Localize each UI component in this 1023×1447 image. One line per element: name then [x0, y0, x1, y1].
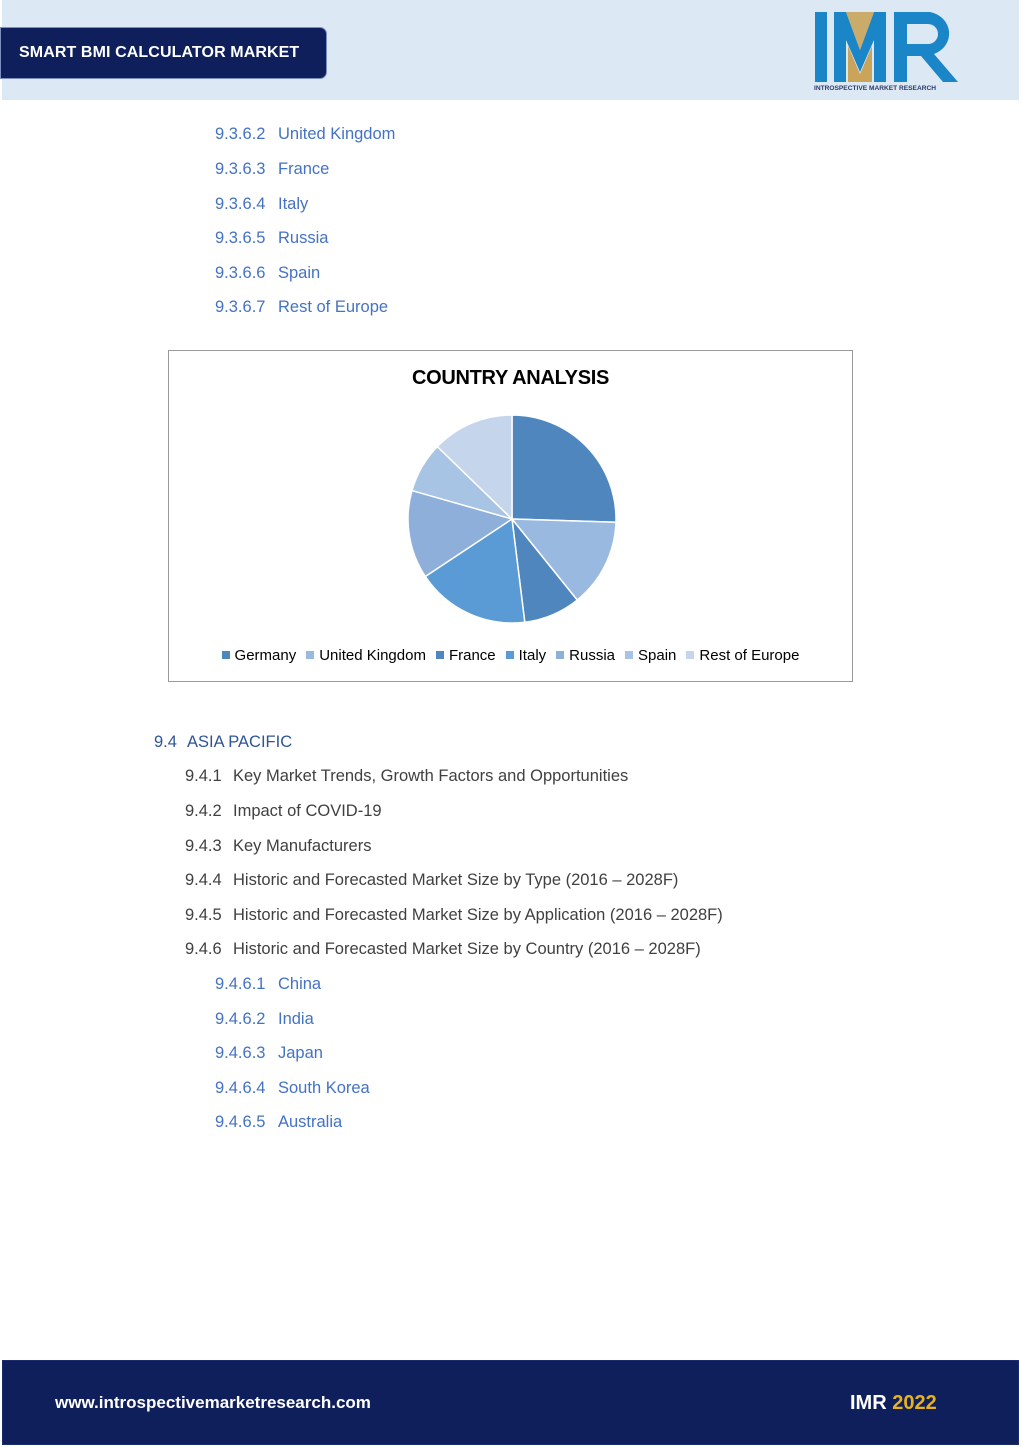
toc-number: 9.4.6: [185, 940, 222, 958]
toc-label: Historic and Forecasted Market Size by Application (2016 – 2028F): [233, 906, 723, 924]
imr-logo-mark: [812, 10, 962, 85]
toc-item[interactable]: [215, 229, 328, 248]
section-heading[interactable]: [154, 733, 292, 752]
toc-item[interactable]: [185, 802, 382, 821]
legend-label: Spain: [638, 647, 677, 664]
legend-label: Germany: [234, 647, 297, 664]
country-analysis-chart: [168, 350, 853, 682]
toc-number: 9.4.6.2: [215, 1010, 266, 1028]
toc-number: 9.4.1: [185, 767, 222, 785]
toc-item[interactable]: [185, 767, 628, 786]
toc-number: 9.4.3: [185, 837, 222, 855]
legend-swatch: [436, 651, 444, 659]
legend-label: France: [448, 647, 496, 664]
section-label: ASIA PACIFIC: [187, 733, 293, 751]
chart-legend: [169, 647, 852, 664]
footer-brand-name: IMR: [850, 1392, 887, 1414]
footer-year: 2022: [892, 1392, 937, 1414]
legend-item: [625, 647, 676, 664]
toc-item[interactable]: [215, 160, 329, 179]
toc-label: Spain: [278, 264, 321, 282]
toc-label: Russia: [278, 229, 329, 247]
toc-item[interactable]: [185, 837, 371, 856]
legend-label: Italy: [518, 647, 547, 664]
toc-item[interactable]: [185, 940, 701, 959]
pie-slice-germany: [512, 415, 616, 522]
toc-label: France: [278, 160, 330, 178]
toc-label: Historic and Forecasted Market Size by Country (2016 – 2028F): [233, 940, 701, 958]
toc-label: Italy: [278, 195, 309, 213]
toc-number: 9.4.2: [185, 802, 222, 820]
toc-item[interactable]: [215, 1010, 314, 1029]
report-title: SMART BMI CALCULATOR MARKET: [0, 27, 327, 79]
legend-swatch: [506, 651, 514, 659]
footer-website-link[interactable]: www.introspectivemarketresearch.com: [55, 1393, 371, 1412]
legend-item: [556, 647, 615, 664]
legend-label: United Kingdom: [319, 647, 426, 664]
toc-item[interactable]: [215, 264, 320, 283]
toc-label: Japan: [278, 1044, 323, 1062]
toc-item[interactable]: [215, 298, 388, 317]
toc-number: 9.4.6.5: [215, 1113, 266, 1131]
section-number: 9.4: [154, 733, 177, 751]
toc-item[interactable]: [215, 125, 395, 144]
toc-label: South Korea: [278, 1079, 370, 1097]
toc-item[interactable]: [185, 871, 678, 890]
toc-label: Rest of Europe: [278, 298, 389, 316]
legend-item: [506, 647, 547, 664]
legend-swatch: [306, 651, 314, 659]
toc-item[interactable]: [215, 1113, 342, 1132]
toc-number: 9.3.6.3: [215, 160, 266, 178]
legend-item: [686, 647, 799, 664]
toc-number: 9.3.6.6: [215, 264, 266, 282]
legend-label: Rest of Europe: [699, 647, 800, 664]
toc-number: 9.4.6.3: [215, 1044, 266, 1062]
toc-label: India: [278, 1010, 314, 1028]
toc-label: Impact of COVID-19: [233, 802, 382, 820]
toc-number: 9.4.4: [185, 871, 222, 889]
legend-item: [222, 647, 297, 664]
chart-title: COUNTRY ANALYSIS: [411, 367, 610, 389]
toc-item[interactable]: [185, 906, 723, 925]
toc-number: 9.3.6.7: [215, 298, 266, 316]
toc-number: 9.4.5: [185, 906, 222, 924]
toc-label: Historic and Forecasted Market Size by Type (2016 – 2028F): [233, 871, 679, 889]
legend-swatch: [222, 651, 230, 659]
toc-label: United Kingdom: [278, 125, 396, 143]
toc-label: Key Market Trends, Growth Factors and Opportunities: [233, 767, 629, 785]
toc-item[interactable]: [215, 1079, 370, 1098]
toc-number: 9.4.6.1: [215, 975, 266, 993]
imr-logo: [812, 10, 962, 95]
toc-item[interactable]: [215, 1044, 323, 1063]
legend-item: [436, 647, 496, 664]
toc-label: China: [278, 975, 322, 993]
toc-item[interactable]: [215, 975, 321, 994]
toc-item[interactable]: [215, 195, 308, 214]
toc-label: Australia: [278, 1113, 343, 1131]
toc-number: 9.4.6.4: [215, 1079, 266, 1097]
toc-number: 9.3.6.5: [215, 229, 266, 247]
legend-label: Russia: [569, 647, 616, 664]
legend-item: [306, 647, 426, 664]
footer-brand: [850, 1392, 937, 1415]
pie-chart: [169, 351, 852, 681]
toc-number: 9.3.6.4: [215, 195, 266, 213]
logo-tagline: INTROSPECTIVE MARKET RESEARCH: [814, 85, 936, 92]
legend-swatch: [556, 651, 564, 659]
toc-label: Key Manufacturers: [233, 837, 372, 855]
toc-number: 9.3.6.2: [215, 125, 266, 143]
legend-swatch: [625, 651, 633, 659]
footer-bar: [2, 1360, 1019, 1445]
legend-swatch: [686, 651, 694, 659]
